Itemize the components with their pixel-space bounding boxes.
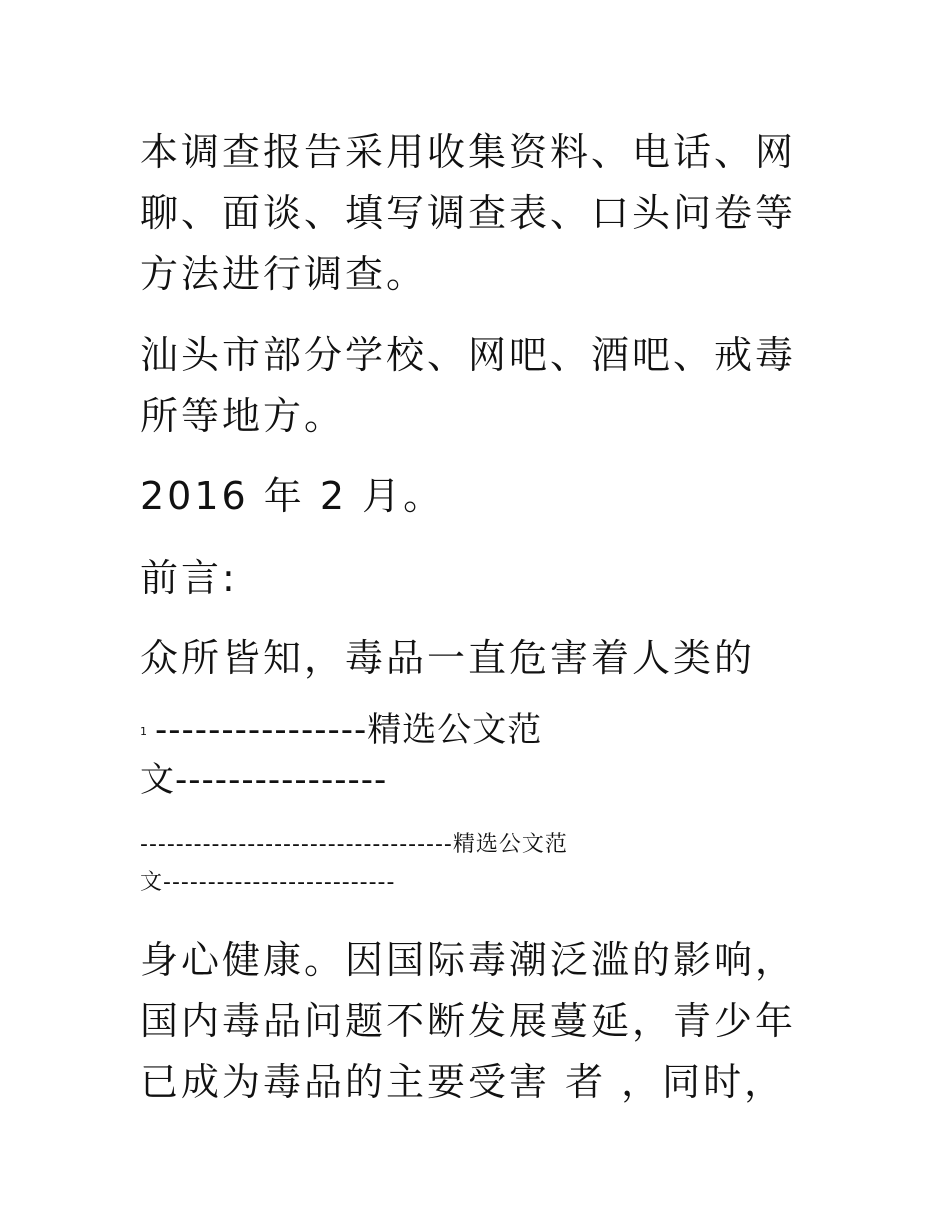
locations-paragraph <box>140 325 820 447</box>
body-line-1: 身心健康。因国际毒潮泛滥的影响， <box>140 938 797 982</box>
methods-line-2: 聊、面谈、填写调查表、口头问卷等 <box>140 191 797 235</box>
page-footer-large <box>140 706 820 804</box>
footer-large-text-1: ----------------精选公文范 <box>155 710 543 750</box>
footer-large-line-1 <box>140 706 820 756</box>
preface-heading <box>140 548 820 609</box>
body-line-3: 已成为毒品的主要受害 者 ，同时， <box>140 1060 786 1104</box>
preface-heading-text: 前言: <box>140 556 238 600</box>
locations-line-2: 所等地方。 <box>140 394 346 438</box>
intro-line: 众所皆知，毒品一直危害着人类的 <box>140 636 756 680</box>
date-line: 2016 年 2 月。 <box>140 474 445 518</box>
body-line-2: 国内毒品问题不断发展蔓延，青少年 <box>140 999 797 1043</box>
body-continuation-paragraph <box>140 930 820 1113</box>
page-header-small <box>140 826 820 902</box>
locations-line-1: 汕头市部分学校、网吧、酒吧、戒毒 <box>140 333 797 377</box>
intro-paragraph <box>140 628 820 689</box>
page-number: 1 <box>140 724 147 738</box>
methods-paragraph <box>140 122 820 305</box>
methods-line-3: 方法进行调查。 <box>140 252 428 296</box>
footer-large-line-2: 文---------------- <box>140 759 388 800</box>
date-paragraph <box>140 466 820 527</box>
header-small-line-1: -----------------------------------精选公文范 <box>140 832 568 857</box>
header-small-line-2: 文-------------------------- <box>140 870 396 895</box>
methods-line-1: 本调查报告采用收集资料、电话、网 <box>140 130 797 174</box>
